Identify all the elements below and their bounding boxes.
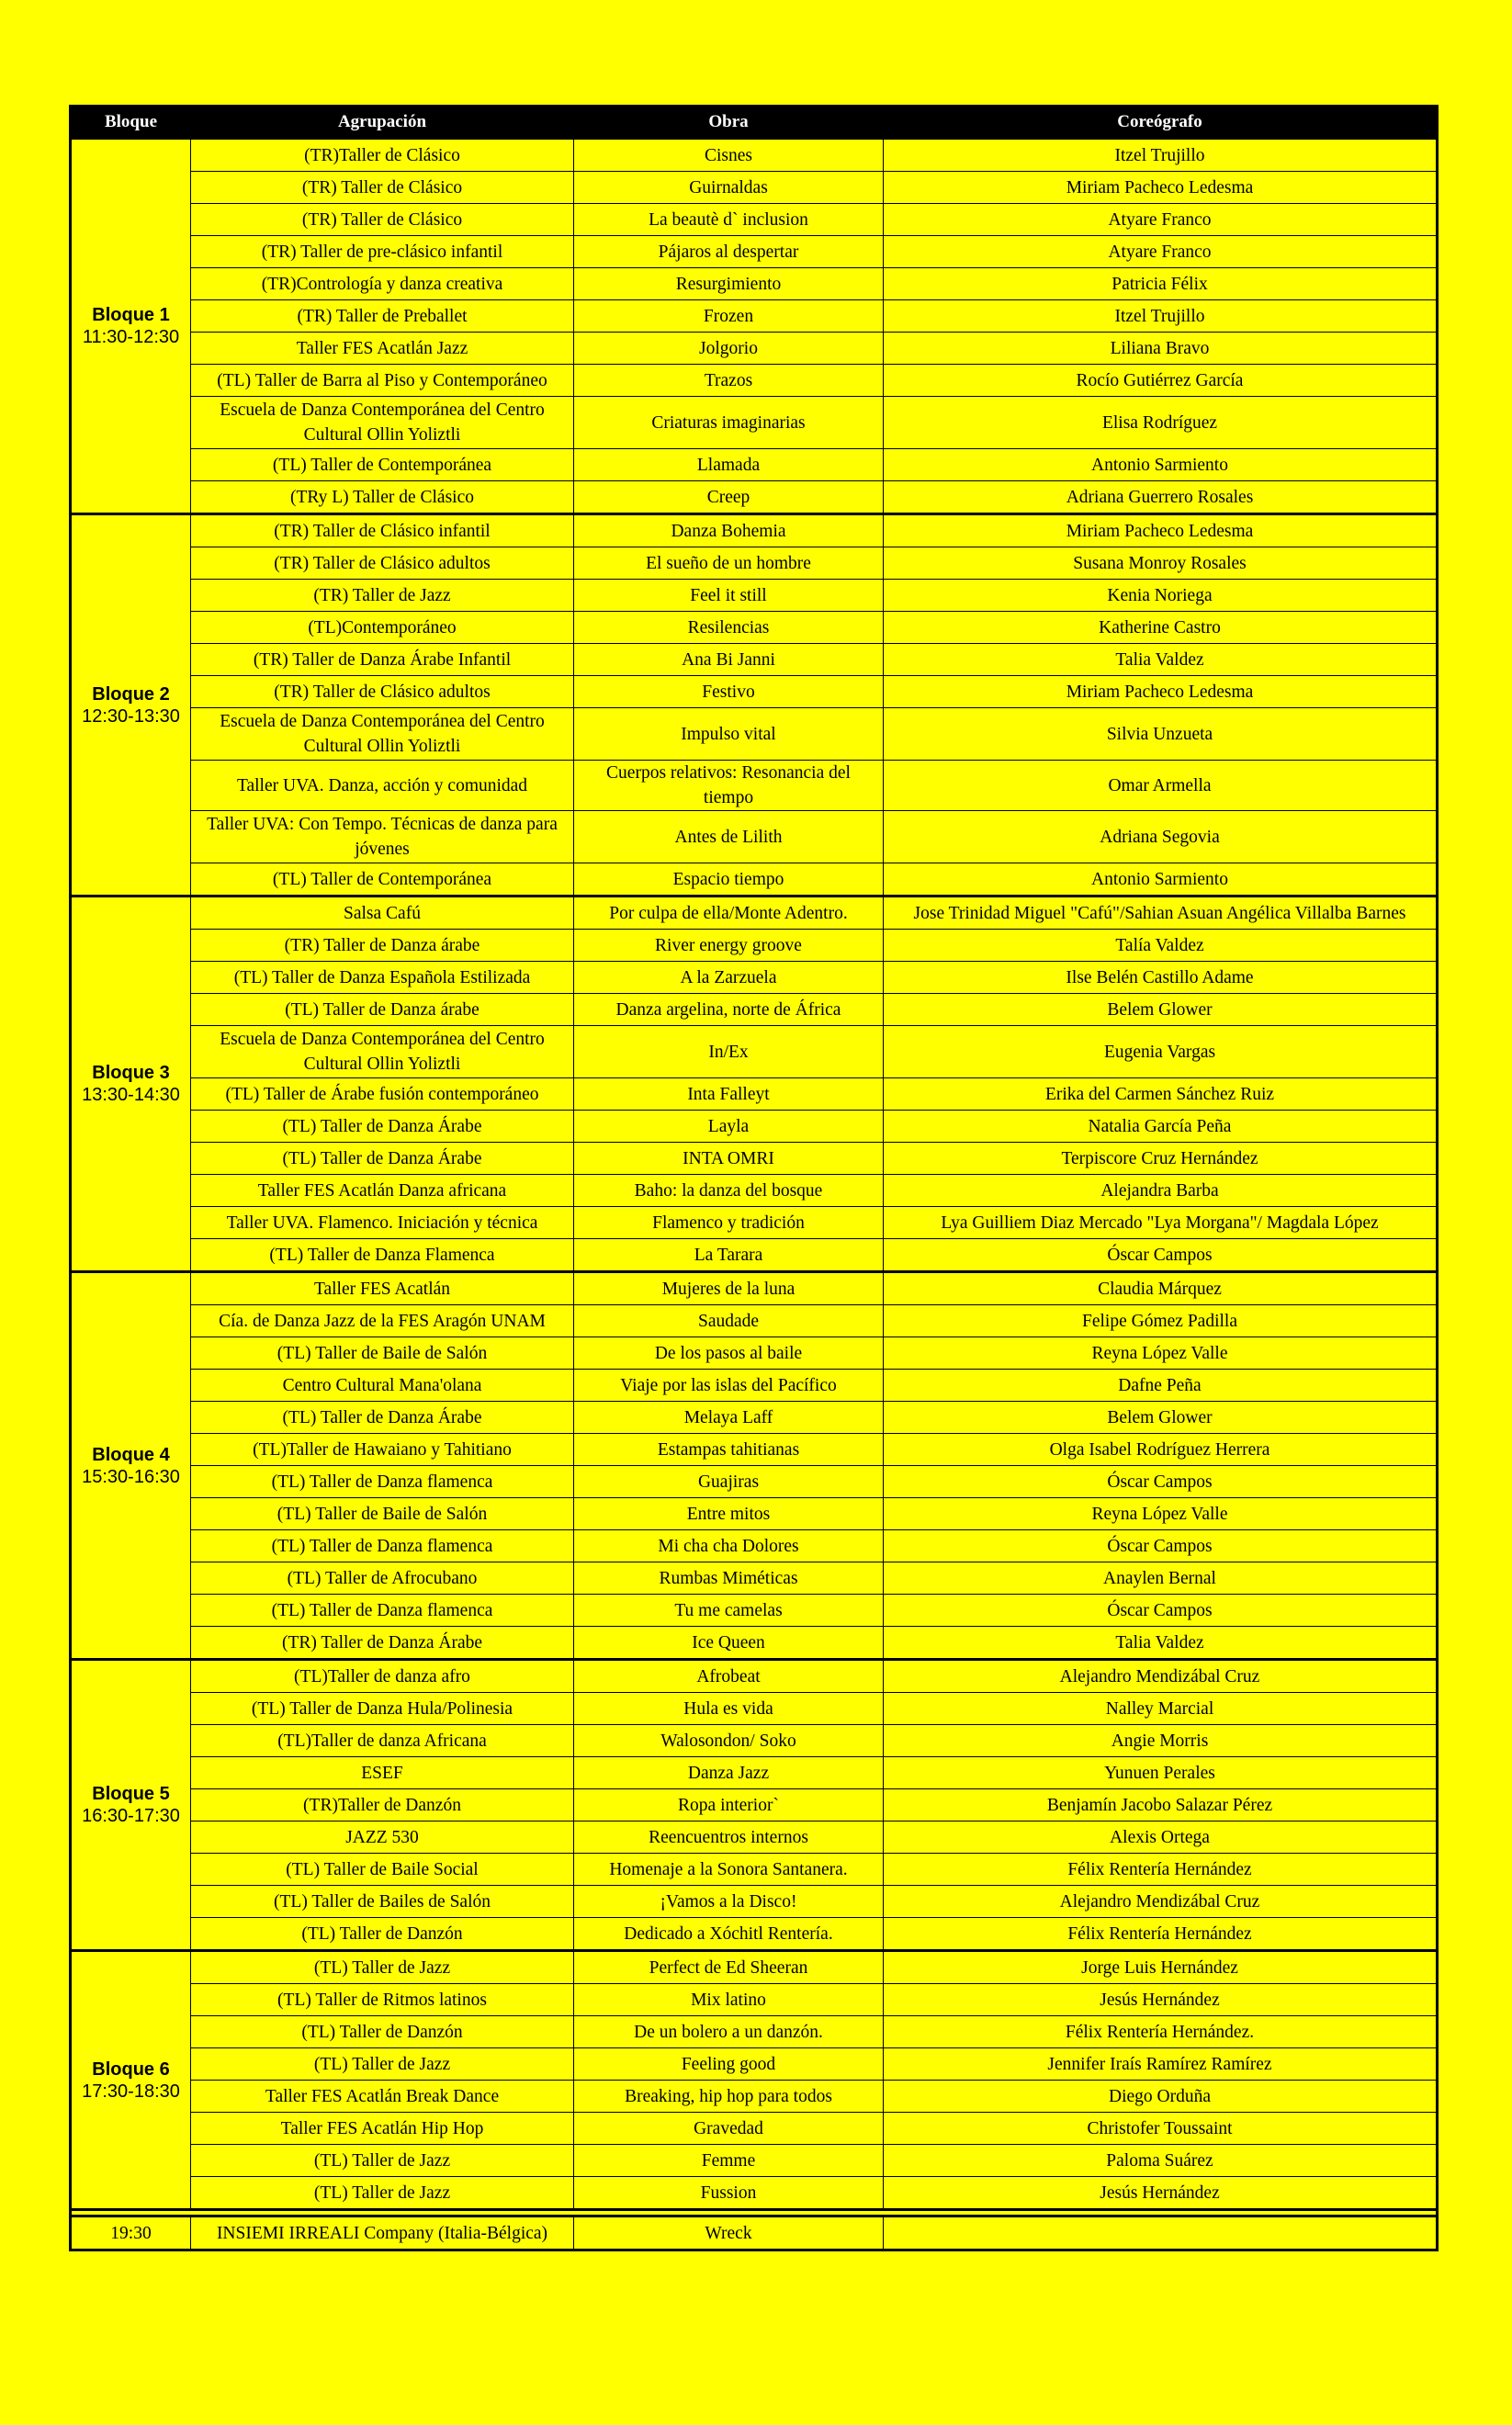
agrupacion-cell: Taller FES Acatlán Jazz (191, 333, 574, 365)
obra-cell: Jolgorio (574, 333, 884, 365)
table-row (71, 365, 1438, 397)
coreografo-cell: Felipe Gómez Padilla (884, 1305, 1438, 1337)
header-agrupacion: Agrupación (191, 107, 574, 139)
coreografo-cell: Elisa Rodríguez (884, 397, 1438, 449)
coreografo-cell: Alejandro Mendizábal Cruz (884, 1886, 1438, 1918)
coreografo-cell: Adriana Segovia (884, 811, 1438, 863)
coreografo-cell: Reyna López Valle (884, 1498, 1438, 1530)
obra-cell: Espacio tiempo (574, 863, 884, 897)
coreografo-cell: Óscar Campos (884, 1239, 1438, 1272)
agrupacion-cell: (TL) Taller de Ritmos latinos (191, 1984, 574, 2016)
obra-cell: Melaya Laff (574, 1402, 884, 1434)
agrupacion-cell: Escuela de Danza Contemporánea del Centro Cultural Ollin Yoliztli (191, 1026, 574, 1078)
final-work: Wreck (574, 2216, 884, 2250)
coreografo-cell: Katherine Castro (884, 612, 1438, 644)
table-row (71, 2081, 1438, 2113)
coreografo-cell: Talía Valdez (884, 930, 1438, 962)
table-row (71, 2048, 1438, 2081)
coreografo-cell: Susana Monroy Rosales (884, 547, 1438, 580)
block-time: 15:30-16:30 (82, 1466, 180, 1487)
agrupacion-cell: (TL) Taller de Danza Árabe (191, 1111, 574, 1143)
agrupacion-cell: ESEF (191, 1757, 574, 1789)
coreografo-cell: Itzel Trujillo (884, 300, 1438, 333)
table-row (71, 1918, 1438, 1951)
agrupacion-cell: (TR) Taller de pre-clásico infantil (191, 236, 574, 268)
obra-cell: Mujeres de la luna (574, 1272, 884, 1305)
obra-cell: Pájaros al despertar (574, 236, 884, 268)
agrupacion-cell: Taller FES Acatlán Break Dance (191, 2081, 574, 2113)
coreografo-cell: Silvia Unzueta (884, 708, 1438, 761)
agrupacion-cell: (TL) Taller de Danza Árabe (191, 1402, 574, 1434)
obra-cell: Layla (574, 1111, 884, 1143)
table-row (71, 397, 1438, 449)
header-row (71, 107, 1438, 139)
agrupacion-cell: (TL) Taller de Barra al Piso y Contemporáneo (191, 365, 574, 397)
obra-cell: Frozen (574, 300, 884, 333)
coreografo-cell: Omar Armella (884, 761, 1438, 811)
table-row (71, 1984, 1438, 2016)
agrupacion-cell: (TR)Taller de Danzón (191, 1789, 574, 1822)
coreografo-cell: Lya Guilliem Diaz Mercado "Lya Morgana"/ Magdala López (884, 1207, 1438, 1239)
header-obra: Obra (574, 107, 884, 139)
block-cell (71, 514, 191, 897)
coreografo-cell: Miriam Pacheco Ledesma (884, 172, 1438, 204)
block-cell (71, 1272, 191, 1660)
obra-cell: Mi cha cha Dolores (574, 1530, 884, 1562)
obra-cell: Inta Falleyt (574, 1078, 884, 1111)
table-row (71, 1498, 1438, 1530)
table-row (71, 300, 1438, 333)
coreografo-cell: Miriam Pacheco Ledesma (884, 676, 1438, 708)
agrupacion-cell: Taller FES Acatlán Hip Hop (191, 2113, 574, 2145)
agrupacion-cell: (TL) Taller de Árabe fusión contemporáneo (191, 1078, 574, 1111)
coreografo-cell: Kenia Noriega (884, 580, 1438, 612)
coreografo-cell: Óscar Campos (884, 1595, 1438, 1627)
coreografo-cell: Jorge Luis Hernández (884, 1951, 1438, 1984)
coreografo-cell: Félix Rentería Hernández (884, 1854, 1438, 1886)
block-time: 17:30-18:30 (82, 2081, 180, 2102)
schedule-table (69, 105, 1439, 2251)
agrupacion-cell: (TL) Taller de Contemporánea (191, 449, 574, 481)
table-row (71, 2177, 1438, 2210)
obra-cell: Resurgimiento (574, 268, 884, 300)
coreografo-cell: Ilse Belén Castillo Adame (884, 962, 1438, 994)
block-time: 11:30-12:30 (82, 327, 180, 347)
obra-cell: ¡Vamos a la Disco! (574, 1886, 884, 1918)
table-row (71, 1854, 1438, 1886)
table-row (71, 897, 1438, 930)
agrupacion-cell: (TL) Taller de Danza Flamenca (191, 1239, 574, 1272)
agrupacion-cell: Taller FES Acatlán Danza africana (191, 1175, 574, 1207)
table-row (71, 1757, 1438, 1789)
table-row (71, 1466, 1438, 1498)
coreografo-cell: Patricia Félix (884, 268, 1438, 300)
table-row (71, 1175, 1438, 1207)
obra-cell: Baho: la danza del bosque (574, 1175, 884, 1207)
agrupacion-cell: (TL) Taller de Contemporánea (191, 863, 574, 897)
agrupacion-cell: (TL) Taller de Jazz (191, 2177, 574, 2210)
table-row (71, 1143, 1438, 1175)
obra-cell: Femme (574, 2145, 884, 2177)
obra-cell: In/Ex (574, 1026, 884, 1078)
final-row (71, 2216, 1438, 2250)
agrupacion-cell: (TL)Contemporáneo (191, 612, 574, 644)
coreografo-cell: Félix Rentería Hernández. (884, 2016, 1438, 2048)
obra-cell: Saudade (574, 1305, 884, 1337)
table-row (71, 236, 1438, 268)
table-row (71, 994, 1438, 1026)
agrupacion-cell: (TR)Contrología y danza creativa (191, 268, 574, 300)
table-row (71, 1337, 1438, 1370)
coreografo-cell: Miriam Pacheco Ledesma (884, 514, 1438, 547)
agrupacion-cell: (TL) Taller de Jazz (191, 2145, 574, 2177)
coreografo-cell: Erika del Carmen Sánchez Ruiz (884, 1078, 1438, 1111)
table-row (71, 1562, 1438, 1595)
table-row (71, 612, 1438, 644)
coreografo-cell: Terpiscore Cruz Hernández (884, 1143, 1438, 1175)
coreografo-cell: Anaylen Bernal (884, 1562, 1438, 1595)
agrupacion-cell: Taller UVA. Danza, acción y comunidad (191, 761, 574, 811)
obra-cell: Walosondon/ Soko (574, 1725, 884, 1757)
obra-cell: Impulso vital (574, 708, 884, 761)
table-row (71, 547, 1438, 580)
agrupacion-cell: (TL)Taller de danza afro (191, 1660, 574, 1693)
obra-cell: Ana Bi Janni (574, 644, 884, 676)
agrupacion-cell: (TL) Taller de Baile de Salón (191, 1337, 574, 1370)
coreografo-cell: Diego Orduña (884, 2081, 1438, 2113)
table-row (71, 644, 1438, 676)
coreografo-cell: Eugenia Vargas (884, 1026, 1438, 1078)
block-name: Bloque 1 (92, 305, 170, 325)
agrupacion-cell: (TR) Taller de Clásico infantil (191, 514, 574, 547)
table-row (71, 1026, 1438, 1078)
agrupacion-cell: (TR) Taller de Danza Árabe Infantil (191, 644, 574, 676)
coreografo-cell: Alejandro Mendizábal Cruz (884, 1660, 1438, 1693)
block-time: 13:30-14:30 (82, 1085, 180, 1105)
table-row (71, 1595, 1438, 1627)
coreografo-cell: Talia Valdez (884, 644, 1438, 676)
obra-cell: Homenaje a la Sonora Santanera. (574, 1854, 884, 1886)
table-row (71, 172, 1438, 204)
obra-cell: Afrobeat (574, 1660, 884, 1693)
table-row (71, 1078, 1438, 1111)
obra-cell: Por culpa de ella/Monte Adentro. (574, 897, 884, 930)
obra-cell: Trazos (574, 365, 884, 397)
obra-cell: Flamenco y tradición (574, 1207, 884, 1239)
table-row (71, 1822, 1438, 1854)
table-row (71, 139, 1438, 172)
table-row (71, 676, 1438, 708)
agrupacion-cell: (TL) Taller de Danza flamenca (191, 1530, 574, 1562)
obra-cell: Llamada (574, 449, 884, 481)
obra-cell: Viaje por las islas del Pacífico (574, 1370, 884, 1402)
obra-cell: Guajiras (574, 1466, 884, 1498)
obra-cell: Fussion (574, 2177, 884, 2210)
agrupacion-cell: (TL) Taller de Baile de Salón (191, 1498, 574, 1530)
table-row (71, 1886, 1438, 1918)
obra-cell: Feeling good (574, 2048, 884, 2081)
coreografo-cell: Antonio Sarmiento (884, 863, 1438, 897)
table-row (71, 580, 1438, 612)
agrupacion-cell: (TR) Taller de Preballet (191, 300, 574, 333)
obra-cell: Ropa interior` (574, 1789, 884, 1822)
table-row (71, 1951, 1438, 1984)
table-row (71, 1207, 1438, 1239)
agrupacion-cell: (TL) Taller de Danzón (191, 1918, 574, 1951)
agrupacion-cell: (TR) Taller de Clásico adultos (191, 676, 574, 708)
table-row (71, 2016, 1438, 2048)
coreografo-cell: Adriana Guerrero Rosales (884, 481, 1438, 514)
coreografo-cell: Natalia García Peña (884, 1111, 1438, 1143)
agrupacion-cell: Taller FES Acatlán (191, 1272, 574, 1305)
table-row (71, 1434, 1438, 1466)
header-bloque: Bloque (71, 107, 191, 139)
agrupacion-cell: (TL) Taller de Danzón (191, 2016, 574, 2048)
agrupacion-cell: (TL) Taller de Afrocubano (191, 1562, 574, 1595)
obra-cell: Cuerpos relativos: Resonancia del tiempo (574, 761, 884, 811)
agrupacion-cell: Escuela de Danza Contemporánea del Centro Cultural Ollin Yoliztli (191, 397, 574, 449)
agrupacion-cell: (TL) Taller de Danza Árabe (191, 1143, 574, 1175)
table-row (71, 1627, 1438, 1660)
agrupacion-cell: (TL) Taller de Danza flamenca (191, 1595, 574, 1627)
agrupacion-cell: Cía. de Danza Jazz de la FES Aragón UNAM (191, 1305, 574, 1337)
table-row (71, 204, 1438, 236)
final-group: INSIEMI IRREALI Company (Italia-Bélgica) (191, 2216, 574, 2250)
table-row (71, 1111, 1438, 1143)
table-row (71, 761, 1438, 811)
block-cell (71, 897, 191, 1272)
coreografo-cell: Atyare Franco (884, 204, 1438, 236)
block-cell (71, 1660, 191, 1951)
agrupacion-cell: (TL) Taller de Danza árabe (191, 994, 574, 1026)
agrupacion-cell: JAZZ 530 (191, 1822, 574, 1854)
coreografo-cell: Benjamín Jacobo Salazar Pérez (884, 1789, 1438, 1822)
coreografo-cell: Félix Rentería Hernández (884, 1918, 1438, 1951)
obra-cell: Creep (574, 481, 884, 514)
agrupacion-cell: Salsa Cafú (191, 897, 574, 930)
block-name: Bloque 4 (92, 1444, 170, 1465)
obra-cell: Festivo (574, 676, 884, 708)
agrupacion-cell: (TL) Taller de Danza Hula/Polinesia (191, 1693, 574, 1725)
obra-cell: Danza argelina, norte de África (574, 994, 884, 1026)
obra-cell: Criaturas imaginarias (574, 397, 884, 449)
coreografo-cell: Belem Glower (884, 1402, 1438, 1434)
coreografo-cell: Itzel Trujillo (884, 139, 1438, 172)
obra-cell: A la Zarzuela (574, 962, 884, 994)
block-name: Bloque 3 (92, 1063, 170, 1083)
table-row (71, 1530, 1438, 1562)
agrupacion-cell: Escuela de Danza Contemporánea del Centro Cultural Ollin Yoliztli (191, 708, 574, 761)
agrupacion-cell: (TR) Taller de Danza árabe (191, 930, 574, 962)
agrupacion-cell: Taller UVA. Flamenco. Iniciación y técnica (191, 1207, 574, 1239)
coreografo-cell: Rocío Gutiérrez García (884, 365, 1438, 397)
obra-cell: Guirnaldas (574, 172, 884, 204)
block-time: 12:30-13:30 (82, 705, 180, 727)
block-time: 16:30-17:30 (82, 1806, 180, 1826)
coreografo-cell: Liliana Bravo (884, 333, 1438, 365)
table-row (71, 930, 1438, 962)
coreografo-cell: Yunuen Perales (884, 1757, 1438, 1789)
coreografo-cell: Olga Isabel Rodríguez Herrera (884, 1434, 1438, 1466)
block-name: Bloque 5 (92, 1784, 170, 1804)
obra-cell: La beautè d` inclusion (574, 204, 884, 236)
obra-cell: Cisnes (574, 139, 884, 172)
agrupacion-cell: (TL)Taller de Hawaiano y Tahitiano (191, 1434, 574, 1466)
agrupacion-cell: (TR) Taller de Clásico (191, 204, 574, 236)
obra-cell: Estampas tahitianas (574, 1434, 884, 1466)
table-row (71, 1402, 1438, 1434)
table-row (71, 1725, 1438, 1757)
table-row (71, 481, 1438, 514)
agrupacion-cell: (TL)Taller de danza Africana (191, 1725, 574, 1757)
coreografo-cell: Alejandra Barba (884, 1175, 1438, 1207)
agrupacion-cell: (TL) Taller de Baile Social (191, 1854, 574, 1886)
coreografo-cell: Christofer Toussaint (884, 2113, 1438, 2145)
obra-cell: INTA OMRI (574, 1143, 884, 1175)
agrupacion-cell: (TR) Taller de Clásico (191, 172, 574, 204)
coreografo-cell: Atyare Franco (884, 236, 1438, 268)
obra-cell: Ice Queen (574, 1627, 884, 1660)
obra-cell: De los pasos al baile (574, 1337, 884, 1370)
table-row (71, 863, 1438, 897)
agrupacion-cell: (TR) Taller de Jazz (191, 580, 574, 612)
obra-cell: Hula es vida (574, 1693, 884, 1725)
table-row (71, 1305, 1438, 1337)
obra-cell: Danza Bohemia (574, 514, 884, 547)
final-time: 19:30 (71, 2216, 191, 2250)
table-row (71, 1789, 1438, 1822)
obra-cell: De un bolero a un danzón. (574, 2016, 884, 2048)
obra-cell: Tu me camelas (574, 1595, 884, 1627)
coreografo-cell: Alexis Ortega (884, 1822, 1438, 1854)
coreografo-cell: Paloma Suárez (884, 2145, 1438, 2177)
table-row (71, 2145, 1438, 2177)
obra-cell: Reencuentros internos (574, 1822, 884, 1854)
coreografo-cell: Claudia Márquez (884, 1272, 1438, 1305)
coreografo-cell: Jesús Hernández (884, 2177, 1438, 2210)
agrupacion-cell: Taller UVA: Con Tempo. Técnicas de danza para jóvenes (191, 811, 574, 863)
agrupacion-cell: (TL) Taller de Jazz (191, 1951, 574, 1984)
obra-cell: El sueño de un hombre (574, 547, 884, 580)
obra-cell: Perfect de Ed Sheeran (574, 1951, 884, 1984)
table-row (71, 811, 1438, 863)
table-row (71, 1370, 1438, 1402)
obra-cell: Breaking, hip hop para todos (574, 2081, 884, 2113)
agrupacion-cell: (TL) Taller de Bailes de Salón (191, 1886, 574, 1918)
coreografo-cell: Angie Morris (884, 1725, 1438, 1757)
coreografo-cell: Óscar Campos (884, 1530, 1438, 1562)
block-cell (71, 139, 191, 514)
table-row (71, 449, 1438, 481)
obra-cell: La Tarara (574, 1239, 884, 1272)
coreografo-cell: Jose Trinidad Miguel "Cafú"/Sahian Asuan Angélica Villalba Barnes (884, 897, 1438, 930)
obra-cell: Rumbas Miméticas (574, 1562, 884, 1595)
coreografo-cell: Talia Valdez (884, 1627, 1438, 1660)
agrupacion-cell: (TR) Taller de Clásico adultos (191, 547, 574, 580)
agrupacion-cell: (TR)Taller de Clásico (191, 139, 574, 172)
obra-cell: Mix latino (574, 1984, 884, 2016)
coreografo-cell: Jennifer Iraís Ramírez Ramírez (884, 2048, 1438, 2081)
schedule-body (71, 139, 1438, 2250)
agrupacion-cell: (TRy L) Taller de Clásico (191, 481, 574, 514)
obra-cell: Gravedad (574, 2113, 884, 2145)
obra-cell: Danza Jazz (574, 1757, 884, 1789)
table-row (71, 962, 1438, 994)
obra-cell: Resilencias (574, 612, 884, 644)
obra-cell: Antes de Lilith (574, 811, 884, 863)
spacer-row (71, 2210, 1438, 2216)
agrupacion-cell: (TL) Taller de Jazz (191, 2048, 574, 2081)
table-row (71, 1660, 1438, 1693)
table-row (71, 514, 1438, 547)
block-name: Bloque 6 (92, 2058, 170, 2080)
table-row (71, 1693, 1438, 1725)
coreografo-cell: Óscar Campos (884, 1466, 1438, 1498)
obra-cell: Feel it still (574, 580, 884, 612)
agrupacion-cell: (TL) Taller de Danza flamenca (191, 1466, 574, 1498)
block-name: Bloque 2 (92, 683, 170, 705)
obra-cell: River energy groove (574, 930, 884, 962)
agrupacion-cell: Centro Cultural Mana'olana (191, 1370, 574, 1402)
final-choreographer (884, 2216, 1438, 2250)
coreografo-cell: Reyna López Valle (884, 1337, 1438, 1370)
table-row (71, 2113, 1438, 2145)
obra-cell: Dedicado a Xóchitl Rentería. (574, 1918, 884, 1951)
table-row (71, 333, 1438, 365)
table-row (71, 708, 1438, 761)
block-cell (71, 1951, 191, 2210)
coreografo-cell: Jesús Hernández (884, 1984, 1438, 2016)
table-row (71, 1239, 1438, 1272)
coreografo-cell: Antonio Sarmiento (884, 449, 1438, 481)
header-coreografo: Coreógrafo (884, 107, 1438, 139)
table-row (71, 1272, 1438, 1305)
coreografo-cell: Nalley Marcial (884, 1693, 1438, 1725)
agrupacion-cell: (TR) Taller de Danza Árabe (191, 1627, 574, 1660)
coreografo-cell: Dafne Peña (884, 1370, 1438, 1402)
agrupacion-cell: (TL) Taller de Danza Española Estilizada (191, 962, 574, 994)
obra-cell: Entre mitos (574, 1498, 884, 1530)
coreografo-cell: Belem Glower (884, 994, 1438, 1026)
table-row (71, 268, 1438, 300)
